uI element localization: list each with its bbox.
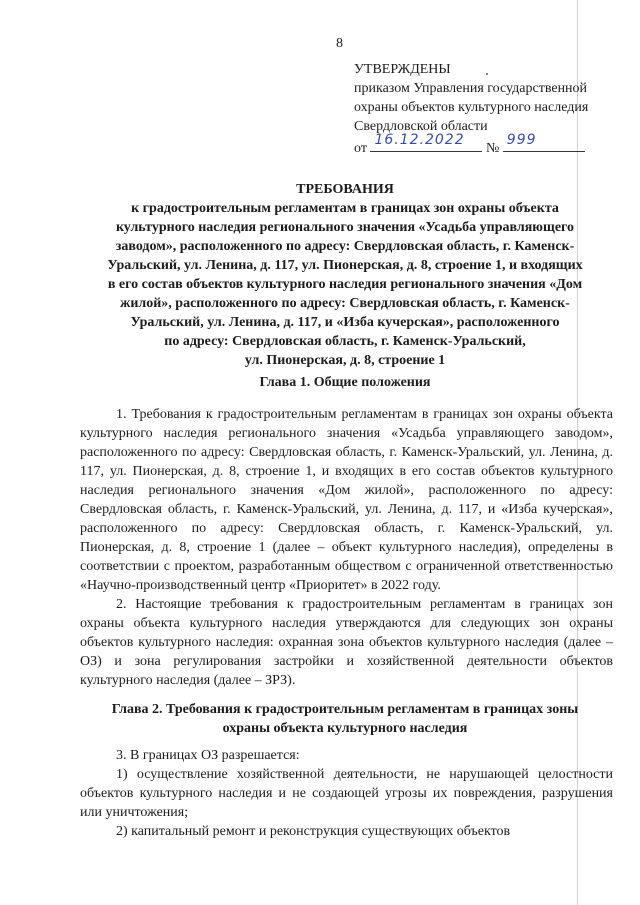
document-title-block <box>80 180 610 370</box>
approval-line-2: приказом Управления государственной <box>354 81 588 96</box>
title-line: ул. Пионерская, д. 8, строение 1 <box>244 353 446 368</box>
date-blank <box>370 132 482 152</box>
chapter-2-heading <box>80 700 610 738</box>
chapter-2-body <box>80 746 613 841</box>
title-line: по адресу: Свердловская область, г. Каменск-Уральский, <box>164 334 526 349</box>
title-line: к градостроительным регламентам в границах зон охраны объекта <box>131 201 559 216</box>
approval-line-1: УТВЕРЖДЕНЫ <box>354 62 451 77</box>
page-number: 8 <box>336 36 343 51</box>
approval-line-4: Свердловской области <box>354 119 488 134</box>
handwritten-number: 999 <box>506 132 537 148</box>
approval-line-3: охраны объектов культурного наследия <box>354 100 589 115</box>
number-blank <box>503 132 585 152</box>
chapter-2-heading-line-2: охраны объекта культурного наследия <box>222 721 468 736</box>
paragraph: 2. Настоящие требования к градостроительным регламентам в границах зон охраны объекта культурного наследия утверждаются для следующих зон охраны объектов культурного наследия: охранная зона объектов культурного наследия (далее – ОЗ) и зона регулирования застройки и хозяйственной деятельности объектов культурного наследия (далее – ЗРЗ). <box>80 597 613 688</box>
chapter-1-heading-text: Глава 1. Общие положения <box>259 375 431 390</box>
paragraph: 3. В границах ОЗ разрешается: <box>116 748 300 763</box>
approval-date-number-row <box>354 132 624 156</box>
paragraph: 1) осуществление хозяйственной деятельности, не нарушающей целостности объектов культурного наследия и не создающей угрозы их повреждения, разрушения или уничтожения; <box>80 767 613 820</box>
title-line: культурного наследия регионального значения «Усадьба управляющего <box>115 220 575 235</box>
title-line: Уральский, ул. Ленина, д. 117, ул. Пионерская, д. 8, строение 1, и входящих <box>107 258 583 273</box>
chapter-2-heading-line-1: Глава 2. Требования к градостроительным регламентам в границах зоны <box>111 702 579 717</box>
approval-stamp-block <box>354 60 624 155</box>
title-line: Уральский, ул. Ленина, д. 117, и «Изба кучерская», расположенного <box>130 315 560 330</box>
title-line: в его состав объектов культурного наследия регионального значения «Дом <box>107 277 583 292</box>
document-title: ТРЕБОВАНИЯ <box>296 182 394 197</box>
from-label: от <box>354 141 367 156</box>
handwritten-date: 16.12.2022 <box>374 132 465 148</box>
chapter-1-body <box>80 405 613 690</box>
paragraph: 1. Требования к градостроительным регламентам в границах зон охраны объекта культурного наследия регионального значения «Усадьба управляющего заводом», расположенного по адресу: Свердловская область, г. Каменск-Уральский, ул. Ленина, д. 117, ул. Пионерская, д. 8, строение 1, и входящих в его состав объектов культурного наследия регионального значения «Дом жилой», расположенного по адресу: Свердловская область, г. Каменск-Уральский, ул. Ленина, д. 117, и «Изба кучерская», расположенного по адресу: Свердловская область, г. Каменск-Уральский, ул. Пионерская, д. 8, строение 1 (далее – объект культурного наследия), определены в соответствии с проектом, разработанным обществом с ограниченной ответственностью «Научно-производственный центр «Приоритет» в 2022 году. <box>80 407 613 593</box>
number-label: № <box>485 141 500 156</box>
chapter-1-heading <box>80 373 610 392</box>
title-line: заводом», расположенного по адресу: Свердловская область, г. Каменск- <box>115 239 575 254</box>
paragraph: 2) капитальный ремонт и реконструкция существующих объектов <box>116 824 511 839</box>
title-line: жилой», расположенного по адресу: Свердловская область, г. Каменск- <box>120 296 570 311</box>
